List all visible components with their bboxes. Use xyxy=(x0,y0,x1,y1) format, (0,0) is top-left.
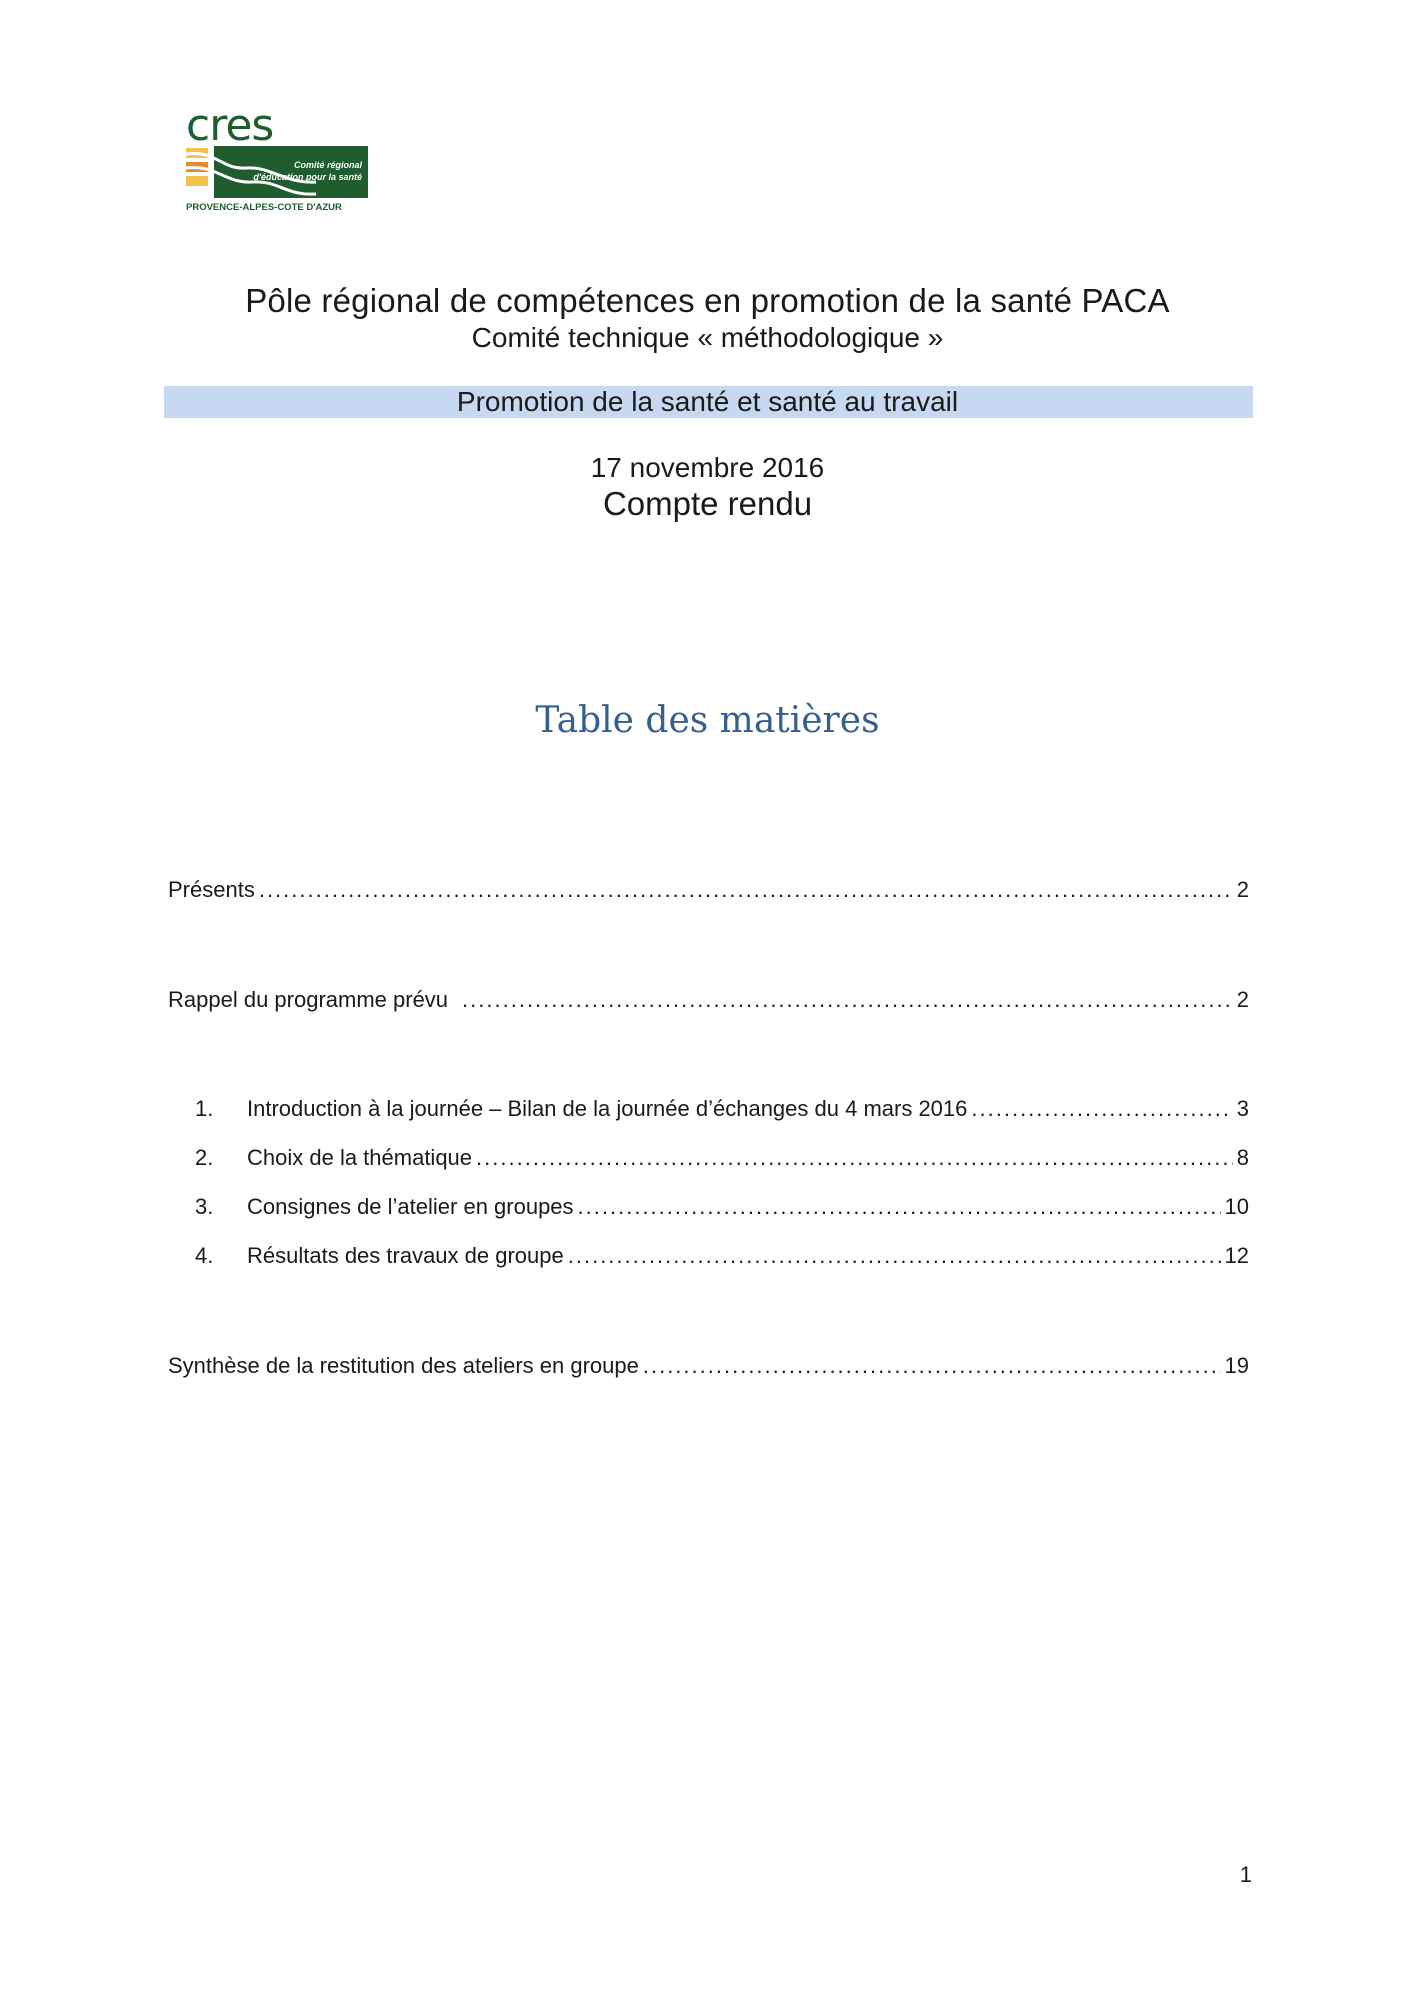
toc-entry-programme[interactable] xyxy=(168,987,1249,1021)
toc-leader xyxy=(462,987,1233,1013)
toc-entry-introduction[interactable] xyxy=(195,1096,1249,1130)
toc-entry-number: 4. xyxy=(195,1243,214,1268)
toc-entry-page: 12 xyxy=(1224,1243,1249,1268)
toc-entry-consignes[interactable] xyxy=(195,1194,1249,1228)
toc-entry-page: 3 xyxy=(1236,1096,1249,1121)
logo-line1: Comité régional xyxy=(293,160,362,170)
toc-entry-page: 2 xyxy=(1236,877,1249,902)
toc-entry-page: 8 xyxy=(1236,1145,1249,1170)
document-type: Compte rendu xyxy=(602,485,813,522)
toc-entry-text: Consignes de l’atelier en groupes xyxy=(247,1194,574,1219)
toc-entry-synthese[interactable] xyxy=(168,1353,1249,1387)
toc-entry-text: Choix de la thématique xyxy=(247,1145,473,1170)
page-number: 1 xyxy=(1239,1862,1252,1887)
toc-entry-page: 19 xyxy=(1224,1353,1249,1378)
toc-entry-resultats[interactable] xyxy=(195,1243,1249,1277)
toc-entry-text: Présents xyxy=(168,877,255,902)
logo-region: PROVENCE-ALPES-COTE D'AZUR xyxy=(186,202,342,212)
toc-entry-number: 3. xyxy=(195,1194,214,1219)
toc-entry-text: Introduction à la journée – Bilan de la journée d’échanges du 4 mars 2016 xyxy=(247,1096,968,1121)
toc-entry-number: 1. xyxy=(195,1096,214,1121)
theme-title: Promotion de la santé et santé au travail xyxy=(456,386,959,417)
toc-entry-text: Rappel du programme prévu xyxy=(168,987,449,1012)
toc-entry-thematique[interactable] xyxy=(195,1145,1249,1179)
document-title: Pôle régional de compétences en promotion de la santé PACA xyxy=(245,282,1170,319)
toc-leader xyxy=(971,1096,1232,1122)
logo-wordmark: cres xyxy=(186,104,274,151)
cres-logo xyxy=(186,104,368,212)
toc-entry-text: Synthèse de la restitution des ateliers en groupe xyxy=(168,1353,639,1378)
meeting-date: 17 novembre 2016 xyxy=(590,452,825,483)
toc-entry-number: 2. xyxy=(195,1145,214,1170)
toc-leader xyxy=(578,1194,1221,1220)
toc-entry-text: Résultats des travaux de groupe xyxy=(247,1243,564,1268)
toc-leader xyxy=(476,1145,1233,1171)
toc-leader xyxy=(643,1353,1221,1379)
toc-leader xyxy=(568,1243,1221,1269)
document-subtitle: Comité technique « méthodologique » xyxy=(471,322,944,353)
toc-entry-page: 10 xyxy=(1224,1194,1249,1219)
toc-entry-presents[interactable] xyxy=(168,877,1249,911)
toc-leader xyxy=(259,877,1233,903)
toc-entry-page: 2 xyxy=(1236,987,1249,1012)
logo-line2: d'éducation pour la santé xyxy=(253,172,362,182)
toc-heading: Table des matières xyxy=(535,700,880,741)
